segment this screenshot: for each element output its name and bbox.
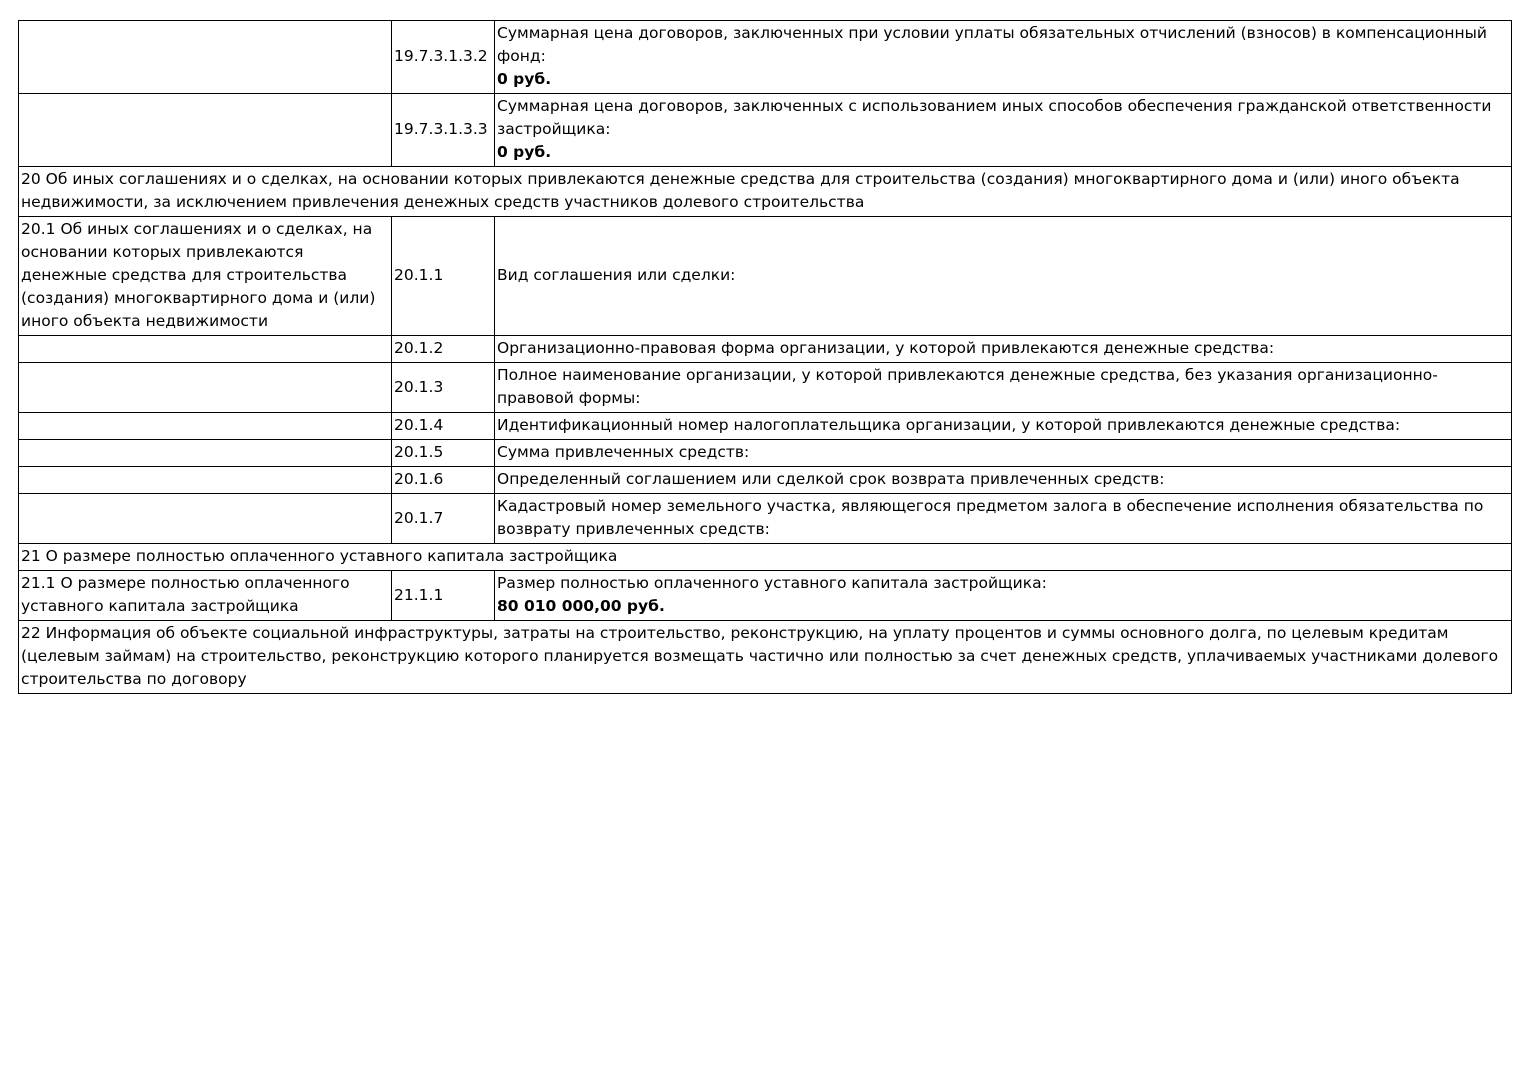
section-heading: 20 Об иных соглашениях и о сделках, на основании которых привлекаются денежные средства для строительства (создания) многоквартирного дома и (или) иного объекта недвижимости, за исключением привлечения денежных средств участников долевого строительства	[19, 167, 1512, 217]
item-description: Размер полностью оплаченного уставного капитала застройщика:	[497, 574, 1047, 592]
item-code: 19.7.3.1.3.2	[392, 21, 495, 94]
item-description: Вид соглашения или сделки:	[495, 217, 1512, 336]
item-description: Сумма привлеченных средств:	[495, 440, 1512, 467]
item-content	[495, 571, 1512, 621]
item-code: 20.1.5	[392, 440, 495, 467]
item-code: 20.1.2	[392, 336, 495, 363]
item-code: 21.1.1	[392, 571, 495, 621]
section-heading: 22 Информация об объекте социальной инфраструктуры, затраты на строительство, реконструкцию, на уплату процентов и суммы основного долга, по целевым кредитам (целевым займам) на строительство, реконструкцию которого планируется возмещать частично или полностью за счет денежных средств, уплачиваемых участниками долевого строительства по договору	[19, 621, 1512, 694]
table-row	[19, 94, 1512, 167]
section-cell	[19, 413, 392, 440]
item-content	[495, 94, 1512, 167]
table-row	[19, 363, 1512, 413]
item-description: Идентификационный номер налогоплательщика организации, у которой привлекаются денежные средства:	[495, 413, 1512, 440]
item-value: 80 010 000,00 руб.	[497, 597, 665, 615]
item-description: Организационно-правовая форма организации, у которой привлекаются денежные средства:	[495, 336, 1512, 363]
section-cell	[19, 21, 392, 94]
subsection-heading: 20.1 Об иных соглашениях и о сделках, на основании которых привлекаются денежные средства для строительства (создания) многоквартирного дома и (или) иного объекта недвижимости	[19, 217, 392, 336]
section-cell	[19, 94, 392, 167]
table-row	[19, 21, 1512, 94]
table-row	[19, 467, 1512, 494]
item-value: 0 руб.	[497, 70, 552, 88]
subsection-heading: 21.1 О размере полностью оплаченного уставного капитала застройщика	[19, 571, 392, 621]
item-code: 20.1.4	[392, 413, 495, 440]
section-cell	[19, 494, 392, 544]
table-row	[19, 336, 1512, 363]
item-value: 0 руб.	[497, 143, 552, 161]
table-row	[19, 217, 1512, 336]
table-row	[19, 440, 1512, 467]
item-description: Определенный соглашением или сделкой срок возврата привлеченных средств:	[495, 467, 1512, 494]
section-cell	[19, 440, 392, 467]
item-description: Суммарная цена договоров, заключенных с использованием иных способов обеспечения гражданской ответственности застройщика:	[497, 97, 1492, 138]
item-code: 20.1.6	[392, 467, 495, 494]
item-description: Полное наименование организации, у которой привлекаются денежные средства, без указания организационно-правовой формы:	[495, 363, 1512, 413]
section-cell	[19, 336, 392, 363]
section-row	[19, 167, 1512, 217]
section-row	[19, 544, 1512, 571]
item-code: 19.7.3.1.3.3	[392, 94, 495, 167]
item-content	[495, 21, 1512, 94]
section-row	[19, 621, 1512, 694]
section-heading: 21 О размере полностью оплаченного уставного капитала застройщика	[19, 544, 1512, 571]
table-row	[19, 413, 1512, 440]
section-cell	[19, 363, 392, 413]
item-description: Кадастровый номер земельного участка, являющегося предметом залога в обеспечение исполнения обязательства по возврату привлеченных средств:	[495, 494, 1512, 544]
section-cell	[19, 467, 392, 494]
item-description: Суммарная цена договоров, заключенных при условии уплаты обязательных отчислений (взносов) в компенсационный фонд:	[497, 24, 1487, 65]
item-code: 20.1.1	[392, 217, 495, 336]
declaration-table	[18, 20, 1512, 694]
item-code: 20.1.3	[392, 363, 495, 413]
item-code: 20.1.7	[392, 494, 495, 544]
table-row	[19, 571, 1512, 621]
table-row	[19, 494, 1512, 544]
